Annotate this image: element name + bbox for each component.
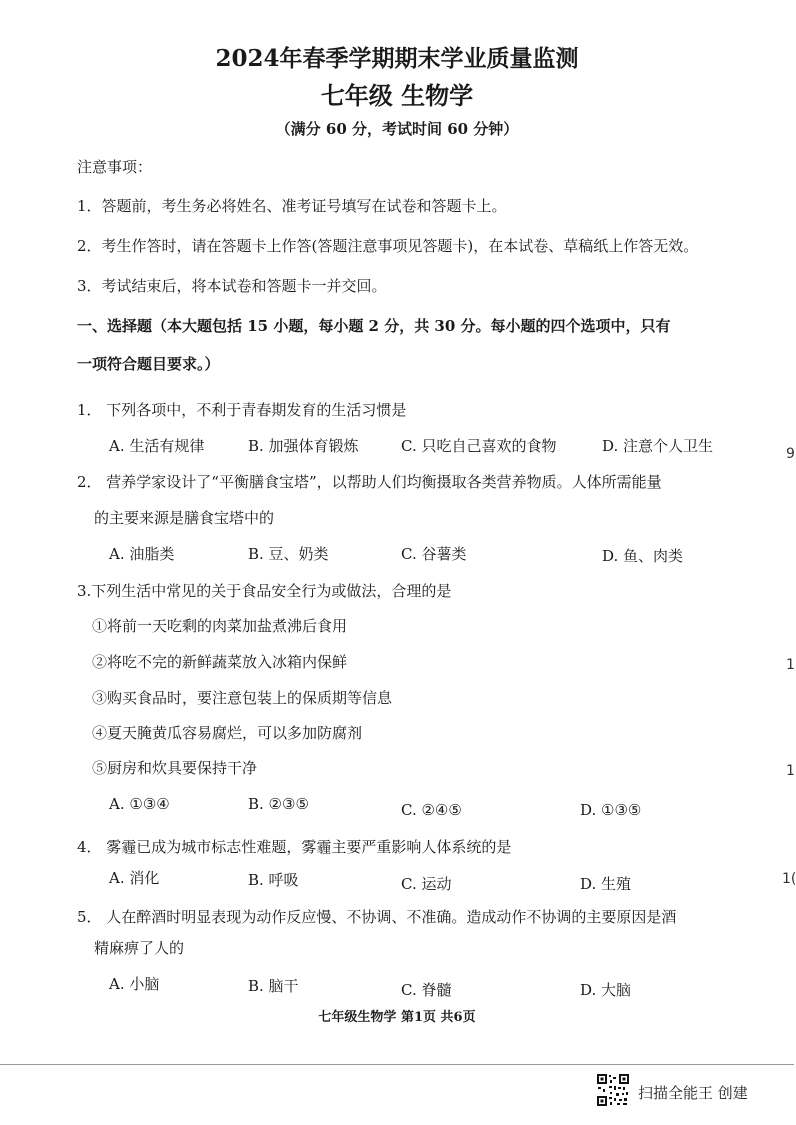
question-stem: 4． 雾霾已成为城市标志性难题，雾霾主要严重影响人体系统的是 bbox=[77, 838, 512, 856]
notice-heading: 注意事项： bbox=[77, 158, 153, 176]
question-stem: 5． 人在醉酒时明显表现为动作反应慢、不协调、不准确。造成动作不协调的主要原因是酒 bbox=[77, 908, 677, 926]
option-c: C. 谷薯类 bbox=[401, 545, 467, 563]
option-c: C. 运动 bbox=[401, 875, 452, 893]
edge-mark: 1( bbox=[782, 871, 796, 887]
notice-item: 1．答题前，考生务必将姓名、准考证号填写在试卷和答题卡上。 bbox=[77, 197, 507, 215]
option-b: B. 脑干 bbox=[248, 977, 299, 995]
section-heading: 一、选择题（本大题包括 15 小题，每小题 2 分，共 30 分。每小题的四个选项中，只有 bbox=[77, 317, 671, 335]
option-a: A. 消化 bbox=[109, 869, 160, 887]
sub-item: ③购买食品时，要注意包装上的保质期等信息 bbox=[92, 689, 393, 707]
question-stem: 2． 营养学家设计了“平衡膳食宝塔”，以帮助人们均衡摄取各类营养物质。人体所需能量 bbox=[77, 473, 662, 491]
option-c: C. 只吃自己喜欢的食物 bbox=[401, 437, 557, 455]
option-d: D. 生殖 bbox=[580, 875, 632, 893]
option-c: C. ②④⑤ bbox=[401, 801, 462, 819]
sub-item: ①将前一天吃剩的肉菜加盐煮沸后食用 bbox=[92, 617, 348, 635]
qr-code-icon bbox=[596, 1073, 630, 1107]
edge-mark: 1 bbox=[786, 763, 795, 779]
notice-item: 2．考生作答时，请在答题卡上作答(答题注意事项见答题卡)，在本试卷、草稿纸上作答无效。 bbox=[77, 237, 699, 255]
option-d: D. 鱼、肉类 bbox=[602, 547, 684, 565]
option-a: A. 小脑 bbox=[109, 975, 160, 993]
sub-item: ④夏天腌黄瓜容易腐烂，可以多加防腐剂 bbox=[92, 724, 363, 742]
sub-item: ⑤厨房和炊具要保持干净 bbox=[92, 759, 258, 777]
scanner-watermark: 扫描全能王 创建 bbox=[638, 1084, 748, 1102]
section-heading-cont: 一项符合题目要求。） bbox=[77, 355, 220, 373]
question-stem-cont: 精麻痹了人的 bbox=[94, 939, 185, 957]
notice-item: 3．考试结束后，将本试卷和答题卡一并交回。 bbox=[77, 277, 387, 295]
option-d: D. 注意个人卫生 bbox=[602, 437, 714, 455]
option-a: A. 生活有规律 bbox=[109, 437, 205, 455]
page-footer: 七年级生物学 第1页 共6页 bbox=[318, 1010, 476, 1025]
option-b: B. 豆、奶类 bbox=[248, 545, 329, 563]
question-stem-cont: 的主要来源是膳食宝塔中的 bbox=[94, 509, 275, 527]
option-d: D. 大脑 bbox=[580, 981, 632, 999]
question-stem: 3.下列生活中常见的关于食品安全行为或做法，合理的是 bbox=[77, 582, 452, 600]
option-b: B. 呼吸 bbox=[248, 871, 299, 889]
question-stem: 1． 下列各项中，不利于青春期发育的生活习惯是 bbox=[77, 401, 407, 419]
edge-mark: 1 bbox=[786, 657, 795, 673]
option-b: B. 加强体育锻炼 bbox=[248, 437, 359, 455]
option-c: C. 脊髓 bbox=[401, 981, 452, 999]
score-info: （满分 60 分，考试时间 60 分钟） bbox=[275, 120, 519, 138]
option-a: A. 油脂类 bbox=[109, 545, 175, 563]
exam-title: 2024年春季学期期末学业质量监测 bbox=[215, 45, 579, 72]
exam-subtitle: 七年级 生物学 bbox=[320, 81, 474, 110]
edge-mark: 9 bbox=[786, 446, 795, 462]
option-d: D. ①③⑤ bbox=[580, 801, 642, 819]
option-a: A. ①③④ bbox=[109, 795, 170, 813]
option-b: B. ②③⑤ bbox=[248, 795, 309, 813]
sub-item: ②将吃不完的新鲜蔬菜放入冰箱内保鲜 bbox=[92, 653, 348, 671]
